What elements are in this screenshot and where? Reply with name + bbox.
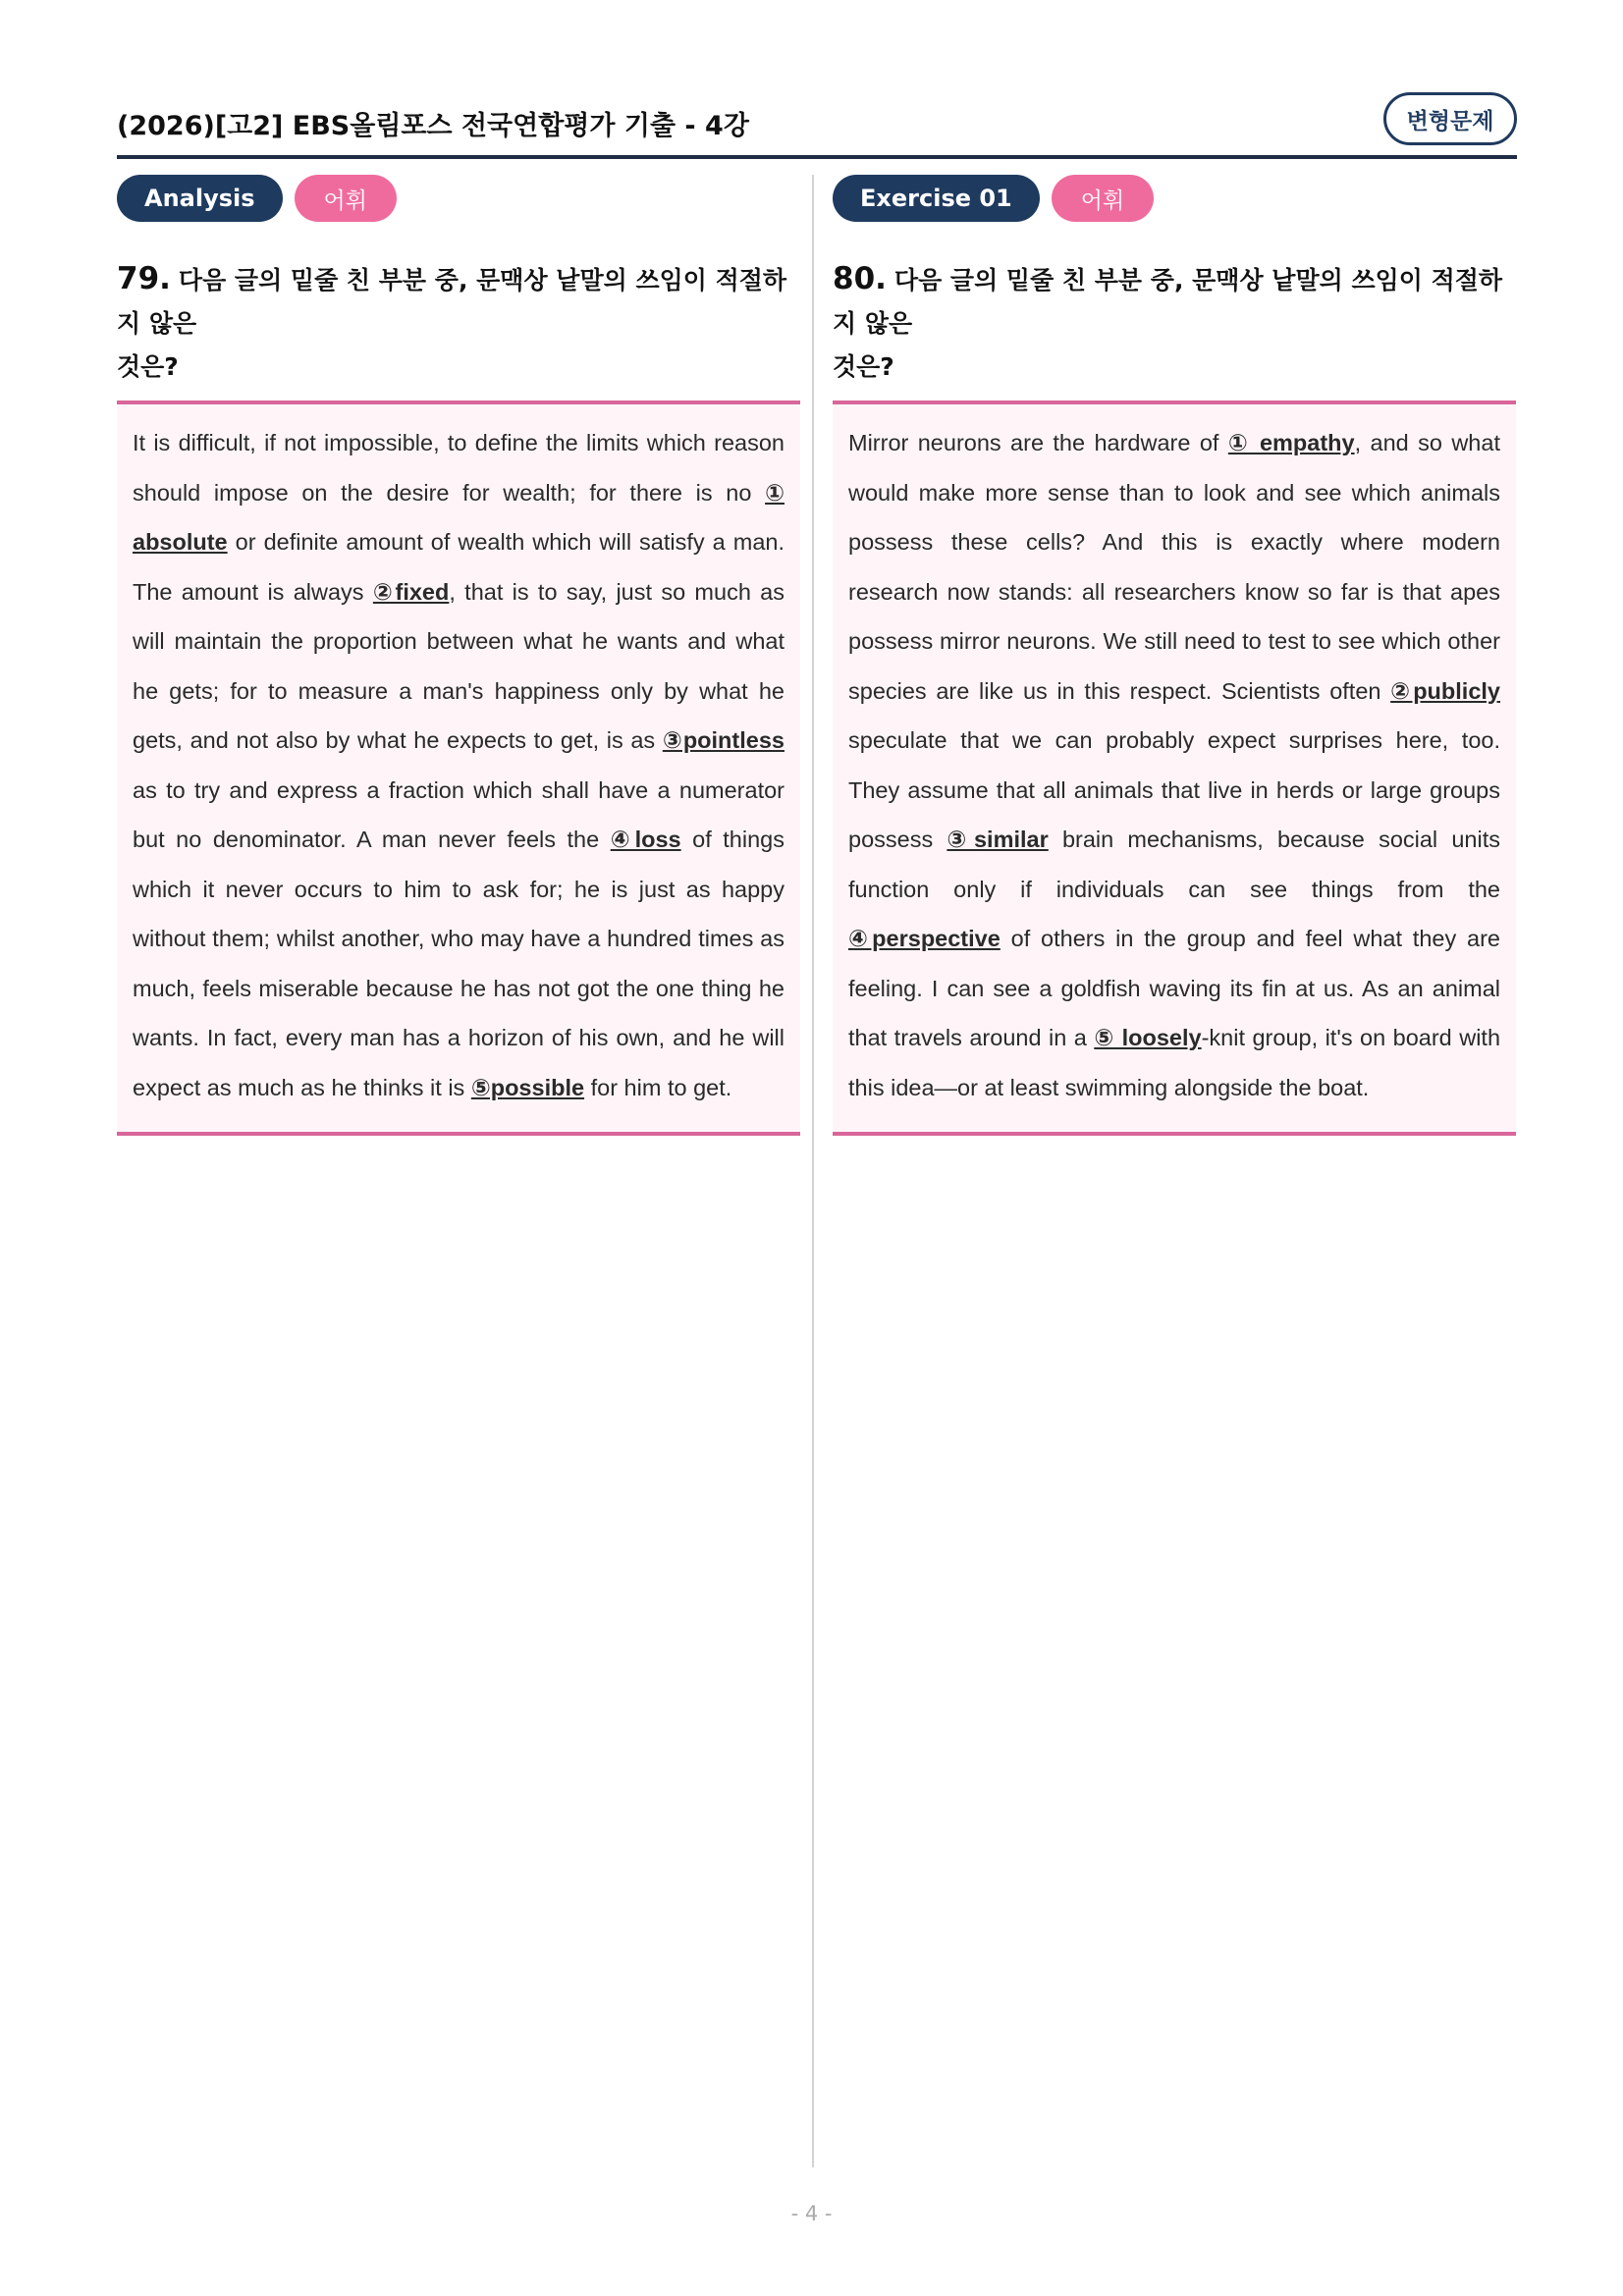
variant-badge: 변형문제 <box>1383 92 1517 145</box>
passage-text: for him to get. <box>584 1074 732 1100</box>
page-number: - 4 - <box>790 2202 833 2225</box>
underlined-choice: ⑤possible <box>470 1074 585 1100</box>
exercise-tag: Exercise 01 <box>833 175 1040 222</box>
document-title: (2026)[고2] EBS올림포스 전국연합평가 기출 - 4강 <box>117 111 749 141</box>
passage-box <box>117 400 800 1136</box>
passage-text: speculate that we can probably expect surprises here, too. They assume that all animals that live in herds or large groups possess <box>848 727 1500 852</box>
page-header <box>117 94 1517 159</box>
question-80-tags <box>833 175 1516 222</box>
underlined-choice: ③similar <box>947 827 1049 852</box>
passage-text: It is difficult, if not impossible, to define the limits which reason should impose on the desire for wealth; for there is no <box>133 430 784 506</box>
underlined-choice: ②fixed <box>372 578 450 605</box>
underlined-choice: ① empathy <box>1227 430 1355 455</box>
vocabulary-tag: 어휘 <box>1052 175 1154 222</box>
underlined-choice: ③pointless <box>662 727 784 753</box>
underlined-choice: ②publicly <box>1390 677 1500 704</box>
underlined-choice: ① absolute <box>133 479 784 555</box>
question-text: 다음 글의 밑줄 친 부분 중, 문맥상 낱말의 쓰임이 적절하지 않은 <box>117 266 787 338</box>
column-divider <box>812 175 814 2167</box>
passage-text: of others in the group and feel what they are feeling. I can see a goldfish waving its fin at us. As an animal that travels around in a <box>848 926 1500 1050</box>
passage-box <box>833 400 1516 1136</box>
question-79-tags <box>117 175 800 222</box>
passage-text: Mirror neurons are the hardware of <box>848 430 1228 455</box>
question-number: 80. <box>833 261 887 296</box>
question-80-column <box>833 175 1516 1136</box>
passage-text: -knit group, it's on board with this idea—or at least swimming alongside the boat. <box>848 1025 1501 1100</box>
passage-text: or definite amount of wealth which will satisfy a man. The amount is always <box>133 529 784 605</box>
question-79-prompt <box>117 257 800 389</box>
passage-text: , that is to say, just so much as will maintain the proportion between what he wants and what he gets; for to measure a man's happiness only by what he gets, and not also by what he expects to get, is as <box>133 578 785 753</box>
question-text-continued: 것은? <box>833 352 894 381</box>
underlined-choice: ⑤ loosely <box>1094 1025 1202 1050</box>
question-text-continued: 것은? <box>117 352 179 381</box>
analysis-tag: Analysis <box>117 175 283 222</box>
underlined-choice: ④loss <box>610 827 681 852</box>
question-number: 79. <box>117 261 171 296</box>
question-79-column <box>117 175 800 1136</box>
question-80-prompt <box>833 257 1516 389</box>
underlined-choice: ④perspective <box>848 926 1001 951</box>
passage-text: brain mechanisms, because social units function only if individuals can see things from the <box>848 827 1500 902</box>
vocabulary-tag: 어휘 <box>295 175 397 222</box>
question-text: 다음 글의 밑줄 친 부분 중, 문맥상 낱말의 쓰임이 적절하지 않은 <box>833 266 1503 338</box>
passage-text: of things which it never occurs to him to ask for; he is just as happy without them; whilst another, who may have a hundred times as much, feels miserable because he has not got the one thing he wants. In fact, every man has a horizon of his own, and he will expect as much as he thinks it is <box>133 827 784 1100</box>
passage-text: as to try and express a fraction which shall have a numerator but no denominator. A man never feels the <box>133 776 784 852</box>
passage-text: , and so what would make more sense than to look and see which animals possess these cells? And this is exactly where modern research now stands: all researchers know so far is that apes possess mirror neurons. We still need to test to see which other species are like us in this respect. Scientists often <box>848 430 1500 704</box>
